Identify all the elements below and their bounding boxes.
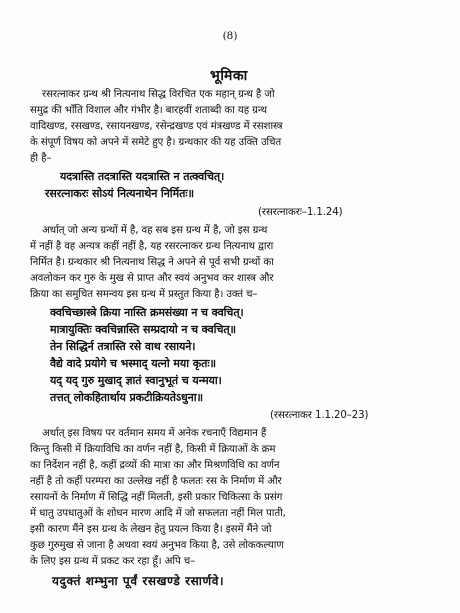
citation: (रसरत्नाकरः–1.1.24) — [258, 207, 343, 218]
paragraph-line: अर्थात् जो अन्य ग्रन्थों में है, वह सब इस ग्रन्थ में है, जो इस ग्रन्थ — [42, 225, 268, 236]
paragraph-line: में धातु उपधातुओं के शोधन मारण आदि में जो सफलता नहीं मिल पाती, — [30, 508, 286, 519]
paragraph-line: रसायनों के निर्माण में सिद्धि नहीं मिलती, इसी प्रकार चिकित्सा के प्रसंग — [30, 492, 283, 503]
paragraph-line: किन्तु किसी में क्रियाविधि का वर्णन नहीं है, किसी में क्रियाओं के क्रम — [30, 444, 276, 455]
verse-line: यद् यद् गुरु मुखाद् ज्ञातं स्वानुभूतं च यन्मया। — [50, 374, 222, 387]
paragraph-line: निर्मित है। ग्रन्थकार श्री नित्यनाथ सिद्ध ने अपने से पूर्व सभी ग्रन्थों का — [30, 257, 274, 268]
verse-line: रसरत्नाकरः सोऽयं नित्यनाथेन निर्मितः॥ — [45, 187, 194, 200]
verse-line: क्वचिच्छास्त्रे क्रिया नास्ति क्रमसंख्या न च क्वचित्। — [50, 306, 244, 319]
verse-line: यदत्रास्ति तदत्रास्ति यदत्रास्ति न तत्क्वचित्। — [60, 170, 225, 183]
page-heading: भूमिका — [210, 68, 248, 84]
verse-line: यदुक्तं शम्भुना पूर्वं रसखण्डे रसार्णवे। — [52, 574, 225, 588]
paragraph-line: कुछ गुरुमुख से जाना है अथवा स्वयं अनुभव किया है, उसे लोककल्याण — [30, 540, 284, 551]
paragraph-line: ही है– — [30, 153, 52, 164]
paragraph-line: का निर्देशन नहीं है, कहीं द्रव्यों की मात्रा का और मिश्रणविधि का वर्णन — [30, 460, 280, 471]
verse-line: वैद्ये वादे प्रयोगे च भस्माद् यत्नो मया कृतः॥ — [50, 357, 216, 370]
paragraph-line: इसी कारण मैंने इस ग्रन्थ के लेखन हेतु प्रयत्न किया है। इसमें मैंने जो — [30, 524, 272, 535]
verse-line: तत्तत् लोकहितार्थाय प्रकटीक्रियतेऽधुना॥ — [50, 391, 204, 404]
paragraph-line: अर्थात् इस विषय पर वर्तमान समय में अनेक रचनाएँ विद्यमान हैं — [42, 428, 267, 439]
verse-line: तेन सिद्धिर्न तत्रास्ति रसे वाथ रसायने। — [50, 340, 196, 353]
paragraph-line: क्रिया का समुचित समन्वय इस ग्रन्थ में प्रस्तुत किया है। उक्तं च– — [30, 289, 258, 300]
paragraph-line: नहीं है तो कहीं परम्परा का उल्लेख नहीं है फलतः रस के निर्माण में और — [30, 476, 282, 487]
paragraph-line: में नहीं है वह अन्यत्र कहीं नहीं है, यह रसरत्नाकर ग्रन्थ नित्यनाथ द्वारा — [30, 241, 274, 252]
citation: (रसरत्नाकर 1.1.20–23) — [270, 410, 369, 421]
page-number: (8) — [222, 30, 238, 42]
verse-line: मात्रायुक्तिः क्वचिन्नास्ति सम्प्रदायो न च क्वचित्॥ — [50, 323, 236, 336]
paragraph-line: के संपूर्ण विषय को अपने में समेटे हुए है। ग्रन्थकार की यह उक्ति उचित — [30, 137, 282, 148]
paragraph-line: अवलोकन कर गुरु के मुख से प्राप्त और स्वयं अनुभव कर शास्त्र और — [30, 273, 274, 284]
paragraph-line: वादिखण्ड, रसखण्ड, रसायनखण्ड, रसेन्द्रखण्ड एवं मंत्रखण्ड में रसशास्त्र — [30, 121, 283, 132]
paragraph-line: रसरत्नाकर ग्रन्थ श्री नित्यनाथ सिद्ध विरचित एक महान् ग्रन्थ है जो — [42, 89, 275, 100]
paragraph-line: समुद्र की भाँति विशाल और गंभीर है। बारहवीं शताब्दी का यह ग्रन्थ — [30, 105, 267, 116]
paragraph-line: के लिए इस ग्रन्थ में प्रकट कर रहा हूँ। अपि च– — [30, 556, 196, 567]
